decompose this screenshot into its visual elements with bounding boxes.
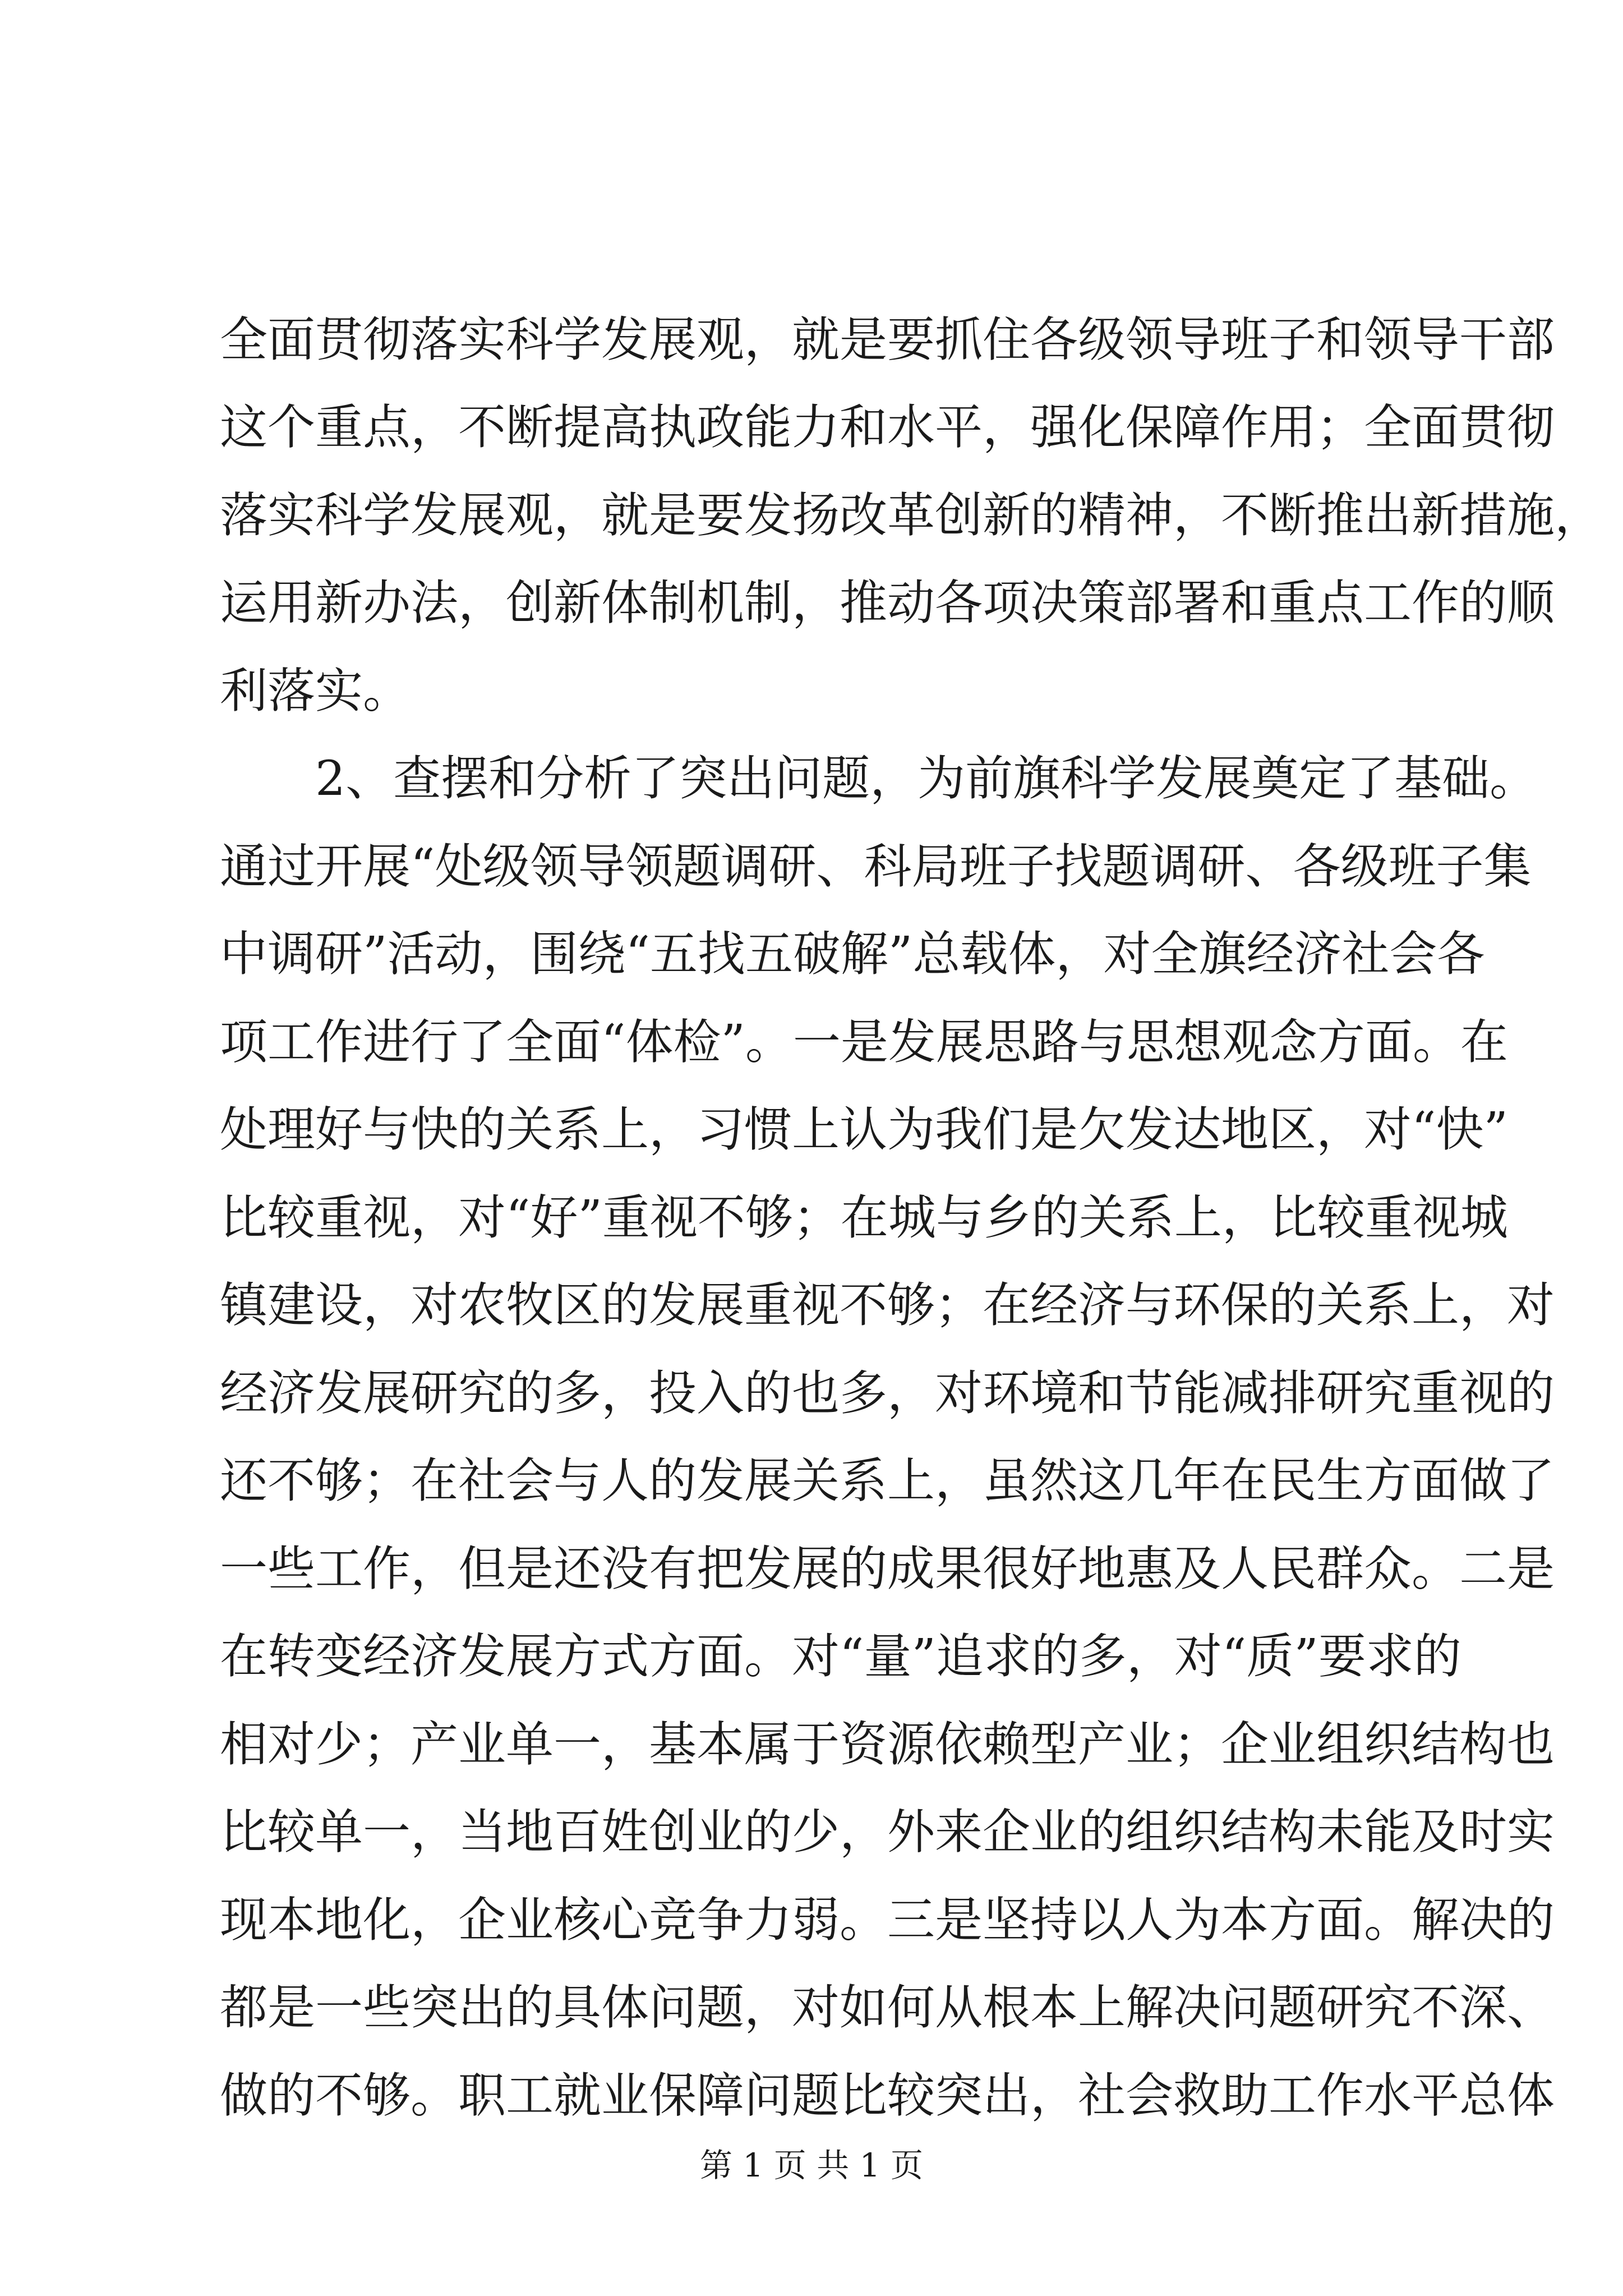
text-line: 落实科学发展观，就是要发扬改革创新的精神，不断推出新措施，	[220, 488, 1603, 544]
text-line: 在转变经济发展方式方面。对“量”追求的多，对“质”要求的	[220, 1629, 1461, 1685]
paragraph-heading-line: 2、查摆和分析了突出问题，为前旗科学发展奠定了基础。	[315, 751, 1538, 807]
text-line: 比较单一，当地百姓创业的少，外来企业的组织结构未能及时实	[220, 1805, 1555, 1860]
text-line: 处理好与快的关系上，习惯上认为我们是欠发达地区，对“快”	[220, 1102, 1508, 1158]
text-line: 一些工作，但是还没有把发展的成果很好地惠及人民群众。二是	[220, 1542, 1555, 1597]
text-line: 做的不够。职工就业保障问题比较突出，社会救助工作水平总体	[220, 2068, 1555, 2124]
text-line: 都是一些突出的具体问题，对如何从根本上解决问题研究不深、	[220, 1980, 1555, 2036]
text-line: 通过开展“处级领导领题调研、科局班子找题调研、各级班子集	[220, 839, 1532, 895]
text-line: 相对少；产业单一，基本属于资源依赖型产业；企业组织结构也	[220, 1717, 1555, 1773]
text-line: 全面贯彻落实科学发展观，就是要抓住各级领导班子和领导干部	[220, 312, 1555, 368]
text-line: 利落实。	[220, 664, 411, 719]
text-line: 项工作进行了全面“体检”。一是发展思路与思想观念方面。在	[220, 1015, 1508, 1070]
text-line: 这个重点，不断提高执政能力和水平，强化保障作用；全面贯彻	[220, 400, 1555, 455]
text-line: 现本地化，企业核心竞争力弱。三是坚持以人为本方面。解决的	[220, 1893, 1555, 1948]
text-line: 运用新办法，创新体制机制，推动各项决策部署和重点工作的顺	[220, 576, 1555, 631]
text-line: 经济发展研究的多，投入的也多，对环境和节能减排研究重视的	[220, 1366, 1555, 1421]
text-line: 镇建设，对农牧区的发展重视不够；在经济与环保的关系上，对	[220, 1278, 1555, 1333]
page-number-footer: 第 1 页 共 1 页	[700, 2146, 923, 2184]
text-line: 还不够；在社会与人的发展关系上，虽然这几年在民生方面做了	[220, 1453, 1555, 1509]
text-line: 中调研”活动，围绕“五找五破解”总载体，对全旗经济社会各	[220, 927, 1485, 982]
text-line: 比较重视，对“好”重视不够；在城与乡的关系上，比较重视城	[220, 1190, 1508, 1246]
